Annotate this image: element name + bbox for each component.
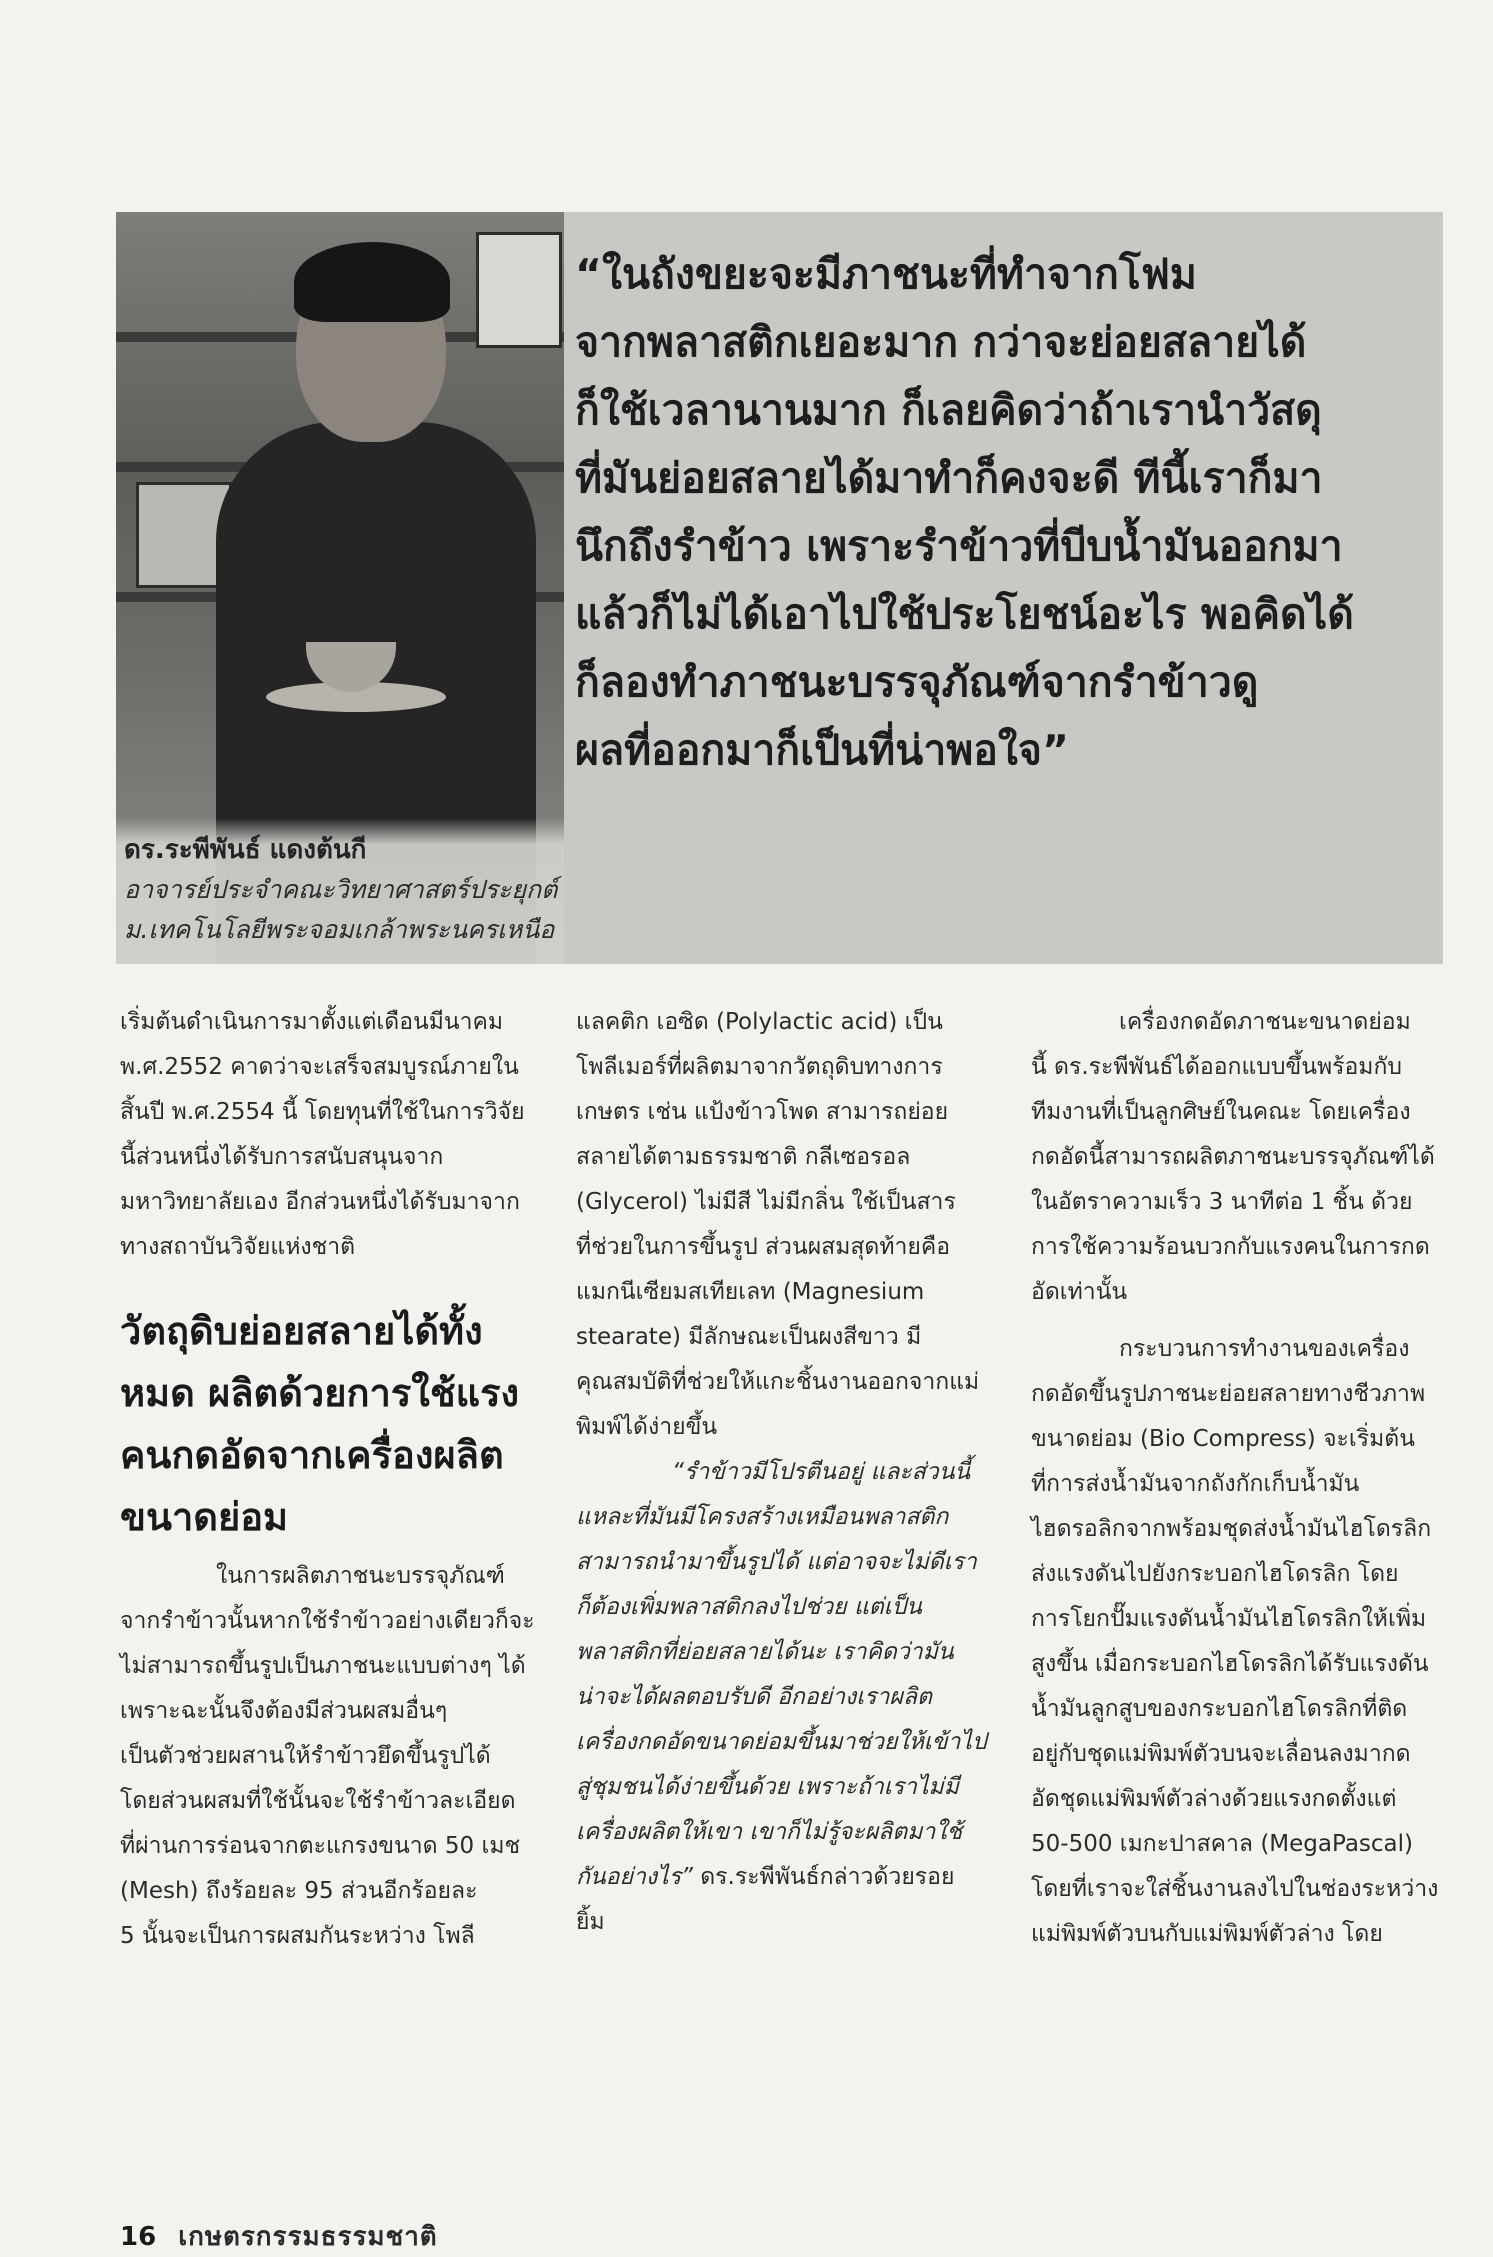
column-1 [120, 1000, 540, 1959]
text-line: ที่ผ่านการร่อนจากตะแกรงขนาด 50 เมช [120, 1833, 521, 1859]
pull-quote-line: ที่มันย่อยสลายได้มาทำก็คงจะดี ทีนี้เราก็มา [575, 454, 1323, 502]
page-footer [120, 2216, 438, 2257]
quote-attribution: ดร.ระพีพันธ์กล่าวด้วยรอย [692, 1864, 955, 1890]
text-line: โดยส่วนผสมที่ใช้นั้นจะใช้รำข้าวละเอียด [120, 1788, 516, 1814]
text-line: สิ้นปี พ.ศ.2554 นี้ โดยทุนที่ใช้ในการวิจัย [120, 1099, 525, 1125]
quote-line: สามารถนำมาขึ้นรูปได้ แต่อาจจะไม่ดีเรา [576, 1549, 977, 1575]
pull-quote-line: ก็ลองทำภาชนะบรรจุภัณฑ์จากรำข้าวดู [575, 658, 1259, 706]
page-number: 16 [120, 2222, 157, 2252]
photo-person-hair [294, 242, 450, 322]
text-line: โพลีเมอร์ที่ผลิตมาจากวัตถุดิบทางการ [576, 1054, 943, 1080]
text-line: มหาวิทยาลัยเอง อีกส่วนหนึ่งได้รับมาจาก [120, 1189, 520, 1215]
quote-line: ก็ต้องเพิ่มพลาสติกลงไปช่วย แต่เป็น [576, 1594, 922, 1620]
text-line: ยิ้ม [576, 1909, 605, 1935]
pull-quote-line: แล้วก็ไม่ได้เอาไปใช้ประโยชน์อะไร พอคิดได้ [575, 590, 1354, 638]
text-line: สลายได้ตามธรรมชาติ กลีเซอรอล [576, 1144, 911, 1170]
photo-caption [116, 818, 564, 964]
caption-title: อาจารย์ประจำคณะวิทยาศาสตร์ประยุกต์ [124, 875, 558, 904]
quote-line: น่าจะได้ผลตอบรับดี อีกอย่างเราผลิต [576, 1684, 932, 1710]
column-1-paragraph-2 [120, 1554, 540, 1959]
quote-end-line [576, 1855, 996, 1900]
text-line: ทีมงานที่เป็นลูกศิษย์ในคณะ โดยเครื่อง [1031, 1099, 1411, 1125]
text-line: (Glycerol) ไม่มีสี ไม่มีกลิ่น ใช้เป็นสาร [576, 1189, 956, 1215]
section-heading [120, 1300, 540, 1548]
text-line: การใช้ความร้อนบวกกับแรงคนในการกด [1031, 1234, 1430, 1260]
text-line: กดอัดนี้สามารถผลิตภาชนะบรรจุภัณฑ์ได้ [1031, 1144, 1435, 1170]
quote-line: สู่ชุมชนได้ง่ายขึ้นด้วย เพราะถ้าเราไม่มี [576, 1774, 959, 1800]
text-line: ทางสถาบันวิจัยแห่งชาติ [120, 1234, 356, 1260]
text-line: เริ่มต้นดำเนินการมาตั้งแต่เดือนมีนาคม [120, 1009, 504, 1035]
text-line: 5 นั้นจะเป็นการผสมกันระหว่าง โพลี [120, 1923, 475, 1949]
heading-line: วัตถุดิบย่อยสลายได้ทั้ง [120, 1309, 483, 1353]
text-line: ในการผลิตภาชนะบรรจุภัณฑ์ [216, 1563, 505, 1589]
text-line: เครื่องกดอัดภาชนะขนาดย่อม [1119, 1009, 1411, 1035]
heading-line: หมด ผลิตด้วยการใช้แรง [120, 1371, 520, 1415]
portrait-photo [116, 212, 564, 964]
caption-institution: ม.เทคโนโลยีพระจอมเกล้าพระนครเหนือ [124, 915, 555, 944]
quote-line-italic: กันอย่างไร” [576, 1864, 693, 1890]
text-line: กดอัดขึ้นรูปภาชนะย่อยสลายทางชีวภาพ [1031, 1381, 1426, 1407]
text-line: พิมพ์ได้ง่ายขึ้น [576, 1414, 718, 1440]
text-line: การโยกปั๊มแรงดันน้ำมันไฮโดรลิกให้เพิ่ม [1031, 1606, 1427, 1632]
column-3-paragraph-1 [1031, 1000, 1451, 1315]
text-line: อยู่กับชุดแม่พิมพ์ตัวบนจะเลื่อนลงมากด [1031, 1741, 1411, 1767]
column-2-quote [576, 1450, 996, 1900]
text-line: พ.ศ.2552 คาดว่าจะเสร็จสมบูรณ์ภายใน [120, 1054, 519, 1080]
quote-line: แหละที่มันมีโครงสร้างเหมือนพลาสติก [576, 1504, 949, 1530]
pull-quote-line: นึกถึงรำข้าว เพราะรำข้าวที่บีบน้ำมันออกมา [575, 522, 1343, 570]
text-line: อัดชุดแม่พิมพ์ตัวล่างด้วยแรงกดตั้งแต่ [1031, 1786, 1397, 1812]
text-line: แลคติก เอซิด (Polylactic acid) เป็น [576, 1009, 943, 1035]
text-line: เป็นตัวช่วยผสานให้รำข้าวยึดขึ้นรูปได้ [120, 1743, 491, 1769]
text-line: ที่ช่วยในการขึ้นรูป ส่วนผสมสุดท้ายคือ [576, 1234, 951, 1260]
pull-quote-line: “ในถังขยะจะมีภาชนะที่ทำจากโฟม [575, 250, 1197, 298]
quote-line: “รำข้าวมีโปรตีนอยู่ และส่วนนี้ [672, 1459, 971, 1485]
text-line: ในอัตราความเร็ว 3 นาทีต่อ 1 ชิ้น ด้วย [1031, 1189, 1413, 1215]
paragraph-spacer [1031, 1315, 1451, 1327]
pull-quote-line: จากพลาสติกเยอะมาก กว่าจะย่อยสลายได้ [575, 318, 1307, 366]
text-line: 50-500 เมกะปาสคาล (MegaPascal) [1031, 1831, 1414, 1857]
text-line: อัดเท่านั้น [1031, 1279, 1128, 1305]
text-line: นี้ส่วนหนึ่งได้รับการสนับสนุนจาก [120, 1144, 444, 1170]
text-line: ขนาดย่อม (Bio Compress) จะเริ่มต้น [1031, 1426, 1415, 1452]
text-line: (Mesh) ถึงร้อยละ 95 ส่วนอีกร้อยละ [120, 1878, 478, 1904]
column-3 [1031, 1000, 1451, 1957]
text-line: น้ำมันลูกสูบของกระบอกไฮโดรลิกที่ติด [1031, 1696, 1408, 1722]
text-line: แมกนีเซียมสเทียเลท (Magnesium [576, 1279, 925, 1305]
text-line: โดยที่เราจะใส่ชิ้นงานลงไปในช่องระหว่าง [1031, 1876, 1439, 1902]
quote-line: เครื่องผลิตให้เขา เขาก็ไม่รู้จะผลิตมาใช้ [576, 1819, 963, 1845]
quote-line: เครื่องกดอัดขนาดย่อมขึ้นมาช่วยให้เข้าไป [576, 1729, 987, 1755]
column-2-paragraph-1 [576, 1000, 996, 1450]
magazine-name: เกษตรกรรมธรรมชาติ [178, 2222, 438, 2252]
text-line: เพราะฉะนั้นจึงต้องมีส่วนผสมอื่นๆ [120, 1698, 448, 1724]
text-line: ไม่สามารถขึ้นรูปเป็นภาชนะแบบต่างๆ ได้ [120, 1653, 526, 1679]
quote-line: พลาสติกที่ย่อยสลายได้นะ เราคิดว่ามัน [576, 1639, 954, 1665]
text-line: จากรำข้าวนั้นหากใช้รำข้าวอย่างเดียวก็จะ [120, 1608, 535, 1634]
text-line: ไฮดรอลิกจากพร้อมชุดส่งน้ำมันไฮโดรลิก [1031, 1516, 1432, 1542]
pull-quote-line: ก็ใช้เวลานานมาก ก็เลยคิดว่าถ้าเรานำวัสดุ [575, 386, 1322, 434]
text-line: ที่การส่งน้ำมันจากถังกักเก็บน้ำมัน [1031, 1471, 1360, 1497]
text-line: คุณสมบัติที่ช่วยให้แกะชิ้นงานออกจากแม่ [576, 1369, 980, 1395]
text-line: stearate) มีลักษณะเป็นผงสีขาว มี [576, 1324, 922, 1350]
caption-name: ดร.ระพีพันธ์ แดงต้นกี [124, 835, 367, 865]
pull-quote [575, 240, 1425, 784]
text-line: เกษตร เช่น แป้งข้าวโพด สามารถย่อย [576, 1099, 949, 1125]
text-line: สูงขึ้น เมื่อกระบอกไฮโดรลิกได้รับแรงดัน [1031, 1651, 1429, 1677]
text-line: นี้ ดร.ระพีพันธ์ได้ออกแบบขึ้นพร้อมกับ [1031, 1054, 1402, 1080]
column-3-paragraph-2 [1031, 1327, 1451, 1957]
photo-poster [476, 232, 562, 348]
text-line: กระบวนการทำงานของเครื่อง [1119, 1336, 1410, 1362]
column-1-paragraph-1 [120, 1000, 540, 1270]
heading-line: ขนาดย่อม [120, 1495, 289, 1539]
heading-line: คนกดอัดจากเครื่องผลิต [120, 1433, 504, 1477]
column-2 [576, 1000, 996, 1945]
text-line: แม่พิมพ์ตัวบนกับแม่พิมพ์ตัวล่าง โดย [1031, 1921, 1383, 1947]
text-line: ส่งแรงดันไปยังกระบอกไฮโดรลิก โดย [1031, 1561, 1399, 1587]
pull-quote-line: ผลที่ออกมาก็เป็นที่น่าพอใจ” [575, 726, 1069, 774]
